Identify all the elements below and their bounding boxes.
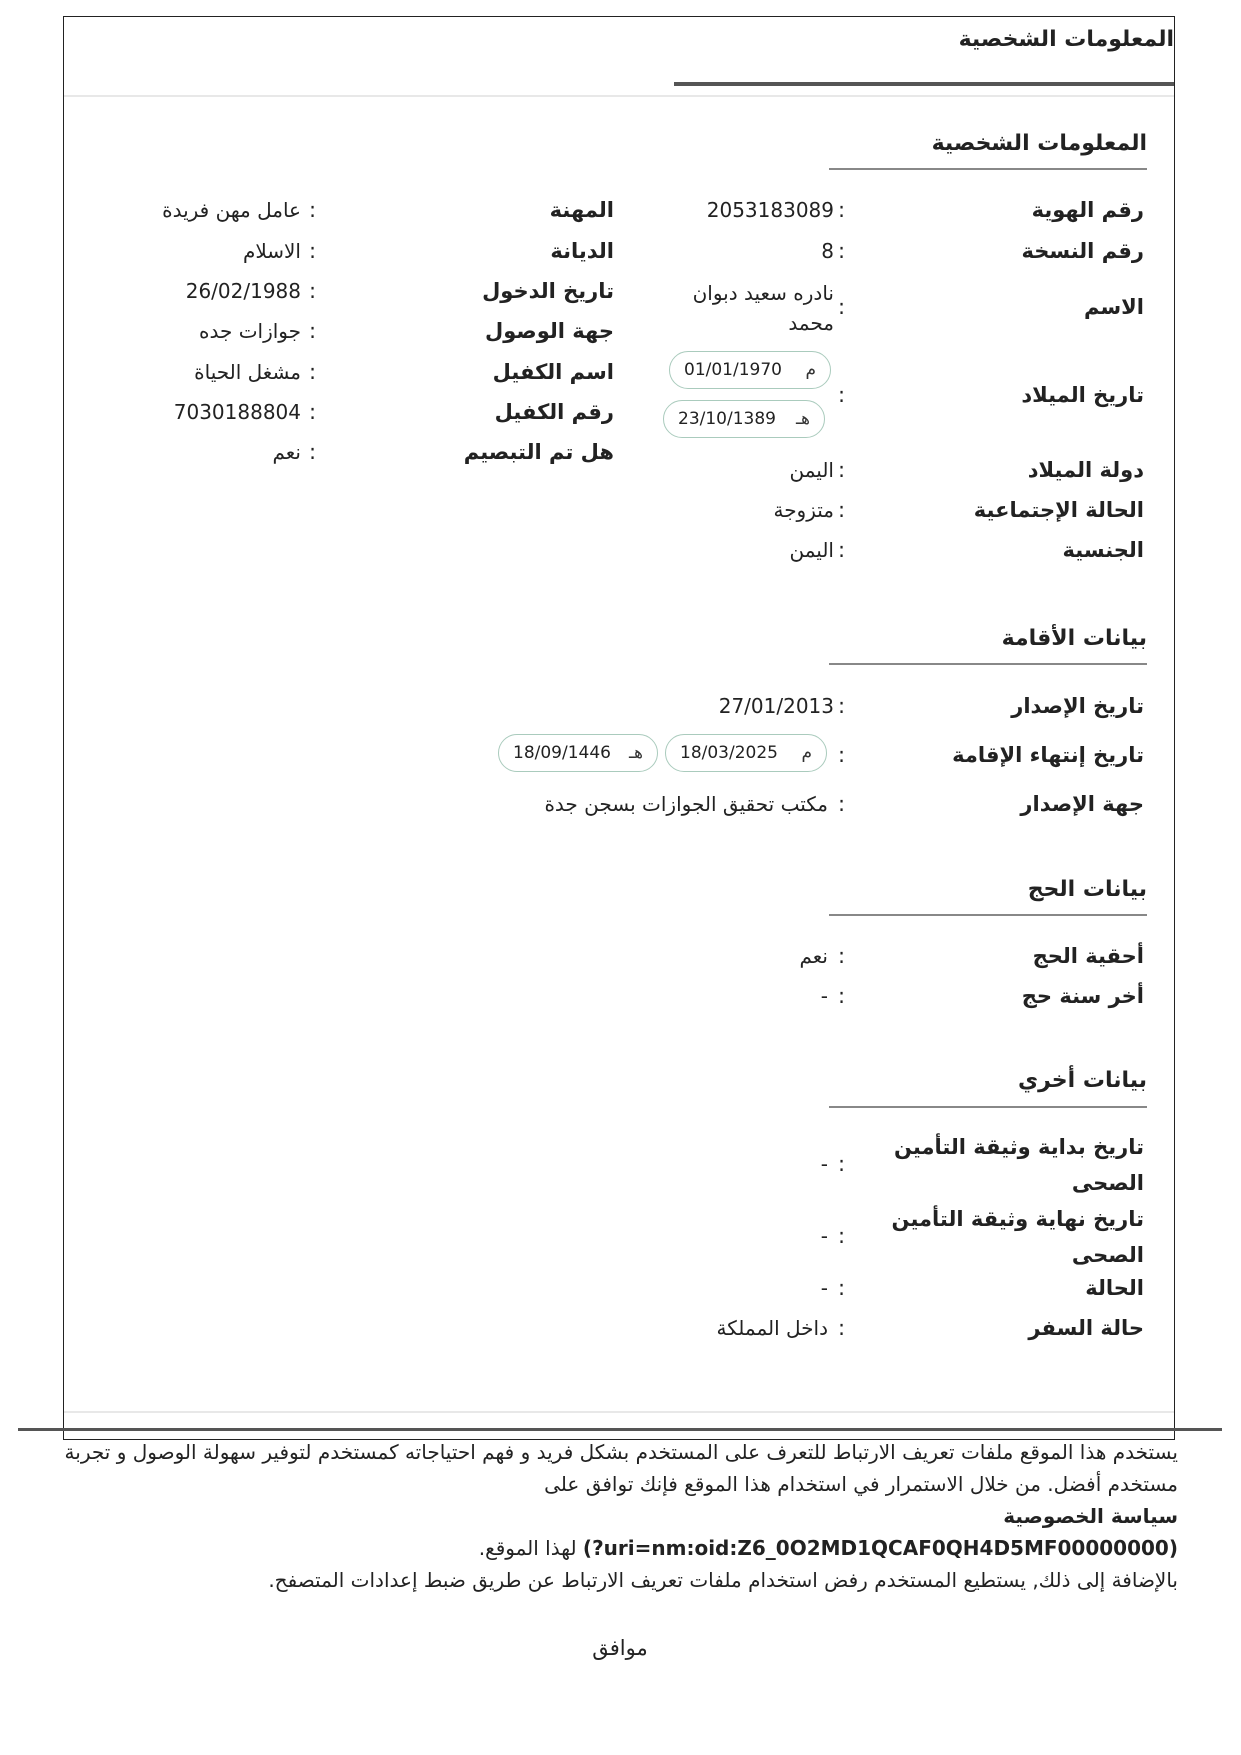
arrival-port-value: جوازات جده: [199, 319, 301, 343]
arrival-port-label: جهة الوصول: [485, 319, 614, 343]
colon: :: [838, 984, 846, 1008]
expiry-gregorian-value: 18/03/2025: [680, 743, 778, 763]
dob-gregorian-pill: [669, 351, 831, 389]
fingerprint-label: هل تم التبصيم: [463, 440, 614, 464]
dob-hijri-value: 23/10/1389: [678, 409, 776, 429]
card-title: المعلومات الشخصية: [958, 27, 1174, 52]
section-underline: [829, 1106, 1147, 1108]
cookie-text-line1: يستخدم هذا الموقع ملفات تعريف الارتباط للتعرف على المستخدم بشكل فريد و فهم احتياجاته كمستخدم لتوفير سهولة الوصول و تجربة مستخدم أفضل. من خلال الاستمرار في استخدام هذا الموقع فإنك توافق على: [64, 1440, 1178, 1496]
colon: :: [309, 239, 317, 263]
fingerprint-value: نعم: [272, 440, 301, 464]
issuer-value: مكتب تحقيق الجوازات بسجن جدة: [544, 792, 828, 816]
sponsor-name-label: اسم الكفيل: [492, 360, 614, 384]
expiry-hijri-value: 18/09/1446: [513, 743, 611, 763]
section-underline: [829, 663, 1147, 665]
colon: :: [309, 198, 317, 222]
cookie-text-line4: بالإضافة إلى ذلك, يستطيع المستخدم رفض استخدام ملفات تعريف الارتباط عن طريق ضبط إعدادات المتصفح.: [268, 1568, 1178, 1592]
marital-status-value: متزوجة: [773, 498, 834, 522]
dob-hijri-pill: [663, 400, 825, 438]
occupation-label: المهنة: [549, 198, 614, 222]
cookie-text-line3-suffix: لهذا الموقع.: [478, 1536, 577, 1560]
copy-number-label: رقم النسخة: [1021, 239, 1144, 263]
colon: :: [838, 944, 846, 968]
colon: :: [838, 792, 846, 816]
insurance-start-label: تاريخ بداية وثيقة التأمين الصحى: [893, 1135, 1144, 1195]
colon: :: [838, 498, 846, 522]
colon: :: [838, 1276, 846, 1300]
colon: :: [838, 239, 846, 263]
cookie-notice: [58, 1436, 1178, 1596]
issue-date-value: 27/01/2013: [718, 694, 834, 718]
id-number-label: رقم الهوية: [1031, 198, 1144, 222]
status-value: -: [820, 1276, 828, 1300]
last-hajj-year-label: أخر سنة حج: [1021, 984, 1144, 1008]
privacy-policy-uri[interactable]: (uri=nm:oid:Z6_0O2MD1QCAF0QH4D5MF00000000?): [582, 1536, 1178, 1560]
insurance-end-value: -: [820, 1224, 828, 1248]
sponsor-name-value: مشغل الحياة: [194, 360, 301, 384]
dob-gregorian-value: 01/01/1970: [684, 360, 782, 380]
gregorian-era-marker: م: [801, 743, 812, 763]
religion-label: الديانة: [550, 239, 614, 263]
id-number-value: 2053183089: [706, 198, 834, 222]
colon: :: [838, 538, 846, 562]
last-hajj-year-value: -: [820, 984, 828, 1008]
privacy-policy-label[interactable]: سياسة الخصوصية: [1003, 1504, 1178, 1528]
hajj-eligibility-value: نعم: [799, 944, 828, 968]
marital-status-label: الحالة الإجتماعية: [973, 498, 1144, 522]
insurance-end-label: تاريخ نهاية وثيقة التأمين الصحى: [891, 1207, 1144, 1267]
colon: :: [838, 743, 846, 767]
nationality-label: الجنسية: [1062, 538, 1144, 562]
card-header-divider: [64, 95, 1174, 97]
card-title-underline: [674, 82, 1174, 86]
colon: :: [309, 360, 317, 384]
entry-date-label: تاريخ الدخول: [482, 279, 614, 303]
colon: :: [838, 295, 846, 319]
iqama-expiry-label: تاريخ إنتهاء الإقامة: [952, 743, 1144, 767]
issue-date-label: تاريخ الإصدار: [1011, 694, 1144, 718]
colon: :: [309, 279, 317, 303]
colon: :: [309, 400, 317, 424]
section-title-personal: المعلومات الشخصية: [931, 131, 1147, 156]
card-footer-divider: [64, 1411, 1174, 1413]
colon: :: [838, 198, 846, 222]
privacy-policy-link[interactable]: [58, 1500, 1178, 1532]
hajj-eligibility-label: أحقية الحج: [1032, 944, 1144, 968]
section-title-hajj: بيانات الحج: [1027, 877, 1147, 902]
name-value: نادره سعيد دبوان محمد: [692, 281, 834, 335]
travel-status-label: حالة السفر: [1028, 1316, 1144, 1340]
name-label: الاسم: [1084, 295, 1144, 319]
birth-country-value: اليمن: [789, 458, 834, 482]
sponsor-number-value: 7030188804: [173, 400, 301, 424]
nationality-value: اليمن: [789, 538, 834, 562]
section-underline: [829, 168, 1147, 170]
issuer-label: جهة الإصدار: [1020, 792, 1144, 816]
colon: :: [838, 1316, 846, 1340]
section-underline: [829, 914, 1147, 916]
colon: :: [309, 440, 317, 464]
insurance-start-value: -: [820, 1152, 828, 1176]
travel-status-value: داخل المملكة: [716, 1316, 828, 1340]
agree-button[interactable]: موافق: [592, 1636, 648, 1660]
gregorian-era-marker: م: [805, 360, 816, 380]
cookie-text-line3: [58, 1532, 1178, 1564]
entry-date-value: 26/02/1988: [185, 279, 301, 303]
birth-country-label: دولة الميلاد: [1027, 458, 1144, 482]
religion-value: الاسلام: [242, 239, 301, 263]
expiry-gregorian-pill: [665, 734, 827, 772]
colon: :: [838, 694, 846, 718]
sponsor-number-label: رقم الكفيل: [494, 400, 614, 424]
hijri-era-marker: هـ: [629, 743, 643, 763]
occupation-value: عامل مهن فريدة: [162, 198, 301, 222]
colon: :: [838, 1152, 846, 1176]
cookie-banner-border: [18, 1428, 1222, 1431]
colon: :: [838, 383, 846, 407]
section-title-residence: بيانات الأقامة: [1001, 626, 1147, 651]
expiry-hijri-pill: [498, 734, 658, 772]
copy-number-value: 8: [821, 239, 834, 263]
status-label: الحالة: [1085, 1276, 1144, 1300]
section-title-other: بيانات أخري: [1017, 1068, 1147, 1093]
dob-label: تاريخ الميلاد: [1021, 383, 1144, 407]
hijri-era-marker: هـ: [796, 409, 810, 429]
colon: :: [309, 319, 317, 343]
colon: :: [838, 1224, 846, 1248]
colon: :: [838, 458, 846, 482]
